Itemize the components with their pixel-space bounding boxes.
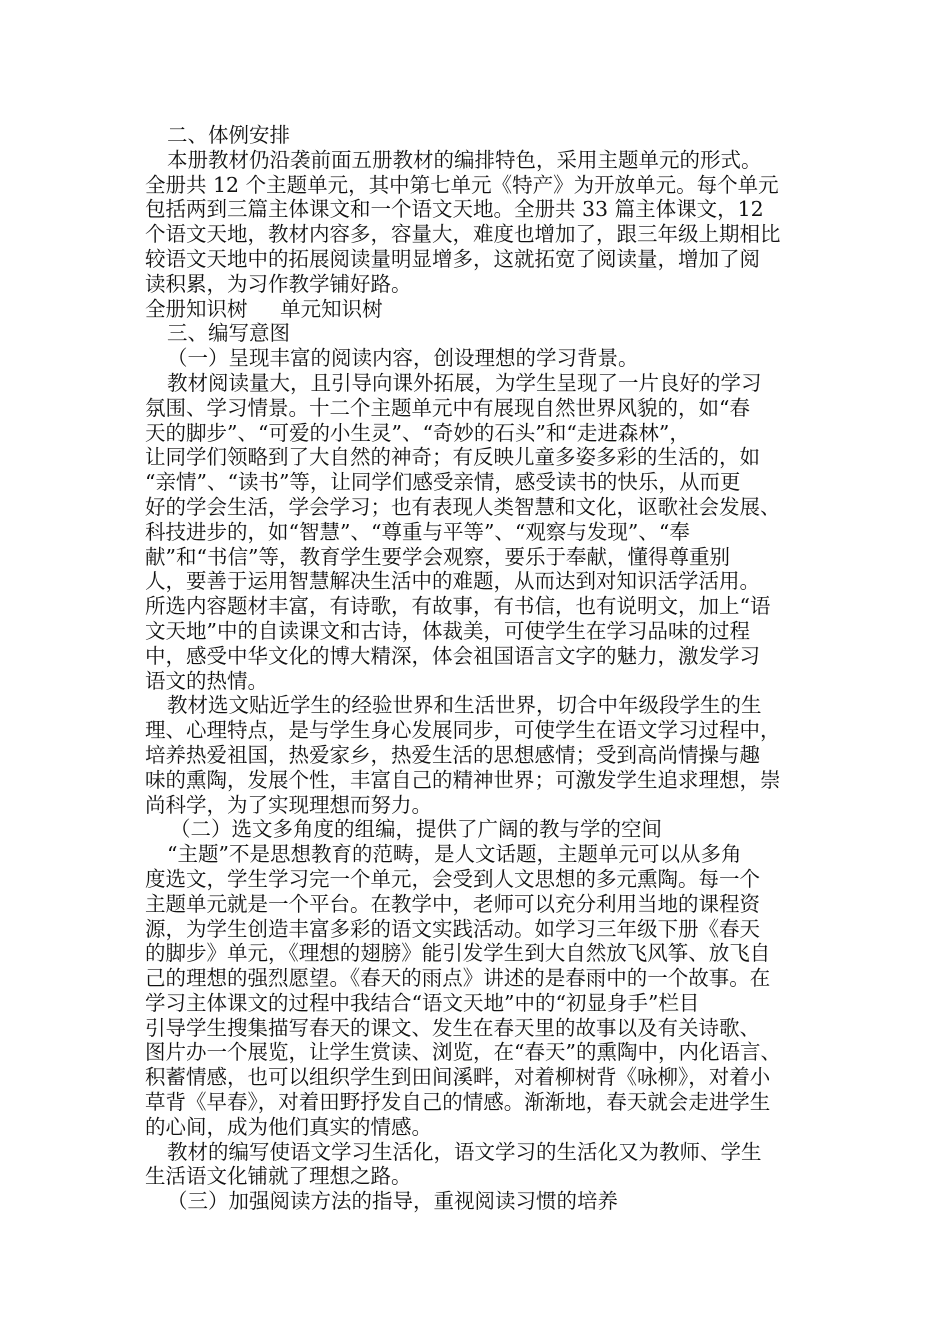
text-line: 的脚步》单元，《理想的翅膀》能引发学生到大自然放飞风筝、放飞自 bbox=[145, 941, 771, 966]
text-line: 人，要善于运用智慧解决生活中的难题，从而达到对知识活学活用。 bbox=[145, 569, 760, 594]
text-line: 较语文天地中的拓展阅读量明显增多，这就拓宽了阅读量，增加了阅 bbox=[145, 246, 760, 271]
text-line: 氛围、学习情景。十二个主题单元中有展现自然世界风貌的，如“春 bbox=[145, 395, 750, 420]
text-line: 主题单元就是一个平台。在教学中，老师可以充分利用当地的课程资 bbox=[145, 891, 760, 916]
text-line: 全册知识树 单元知识树 bbox=[145, 296, 383, 321]
text-line: 天的脚步”、“可爱的小生灵”、“奇妙的石头”和“走进森林”， bbox=[145, 420, 690, 445]
text-line: 度选文，学生学习完一个单元，会受到人文思想的多元熏陶。每一个 bbox=[145, 866, 760, 891]
text-line: 教材的编写使语文学习生活化，语文学习的生活化又为教师、学生 bbox=[167, 1139, 762, 1164]
text-line: 理、心理特点，是与学生身心发展同步，可使学生在语文学习过程中， bbox=[145, 718, 781, 743]
text-line: 个语文天地，教材内容多，容量大，难度也增加了，跟三年级上期相比 bbox=[145, 222, 781, 247]
text-line: 包括两到三篇主体课文和一个语文天地。全册共 33 篇主体课文，12 bbox=[145, 197, 764, 222]
text-line: （三）加强阅读方法的指导，重视阅读习惯的培养 bbox=[167, 1189, 618, 1214]
text-line: 中，感受中华文化的博大精深，体会祖国语言文字的魅力，激发学习 bbox=[145, 643, 760, 668]
text-line: 二、体例安排 bbox=[167, 123, 290, 147]
text-line: 好的学会生活，学会学习；也有表现人类智慧和文化，讴歌社会发展、 bbox=[145, 494, 781, 519]
text-line: “亲情”、“读书”等，让同学们感受亲情，感受读书的快乐，从而更 bbox=[145, 470, 741, 495]
text-line: （一）呈现丰富的阅读内容，创设理想的学习背景。 bbox=[167, 346, 639, 371]
text-line: 图片办一个展览，让学生赏读、浏览，在“春天”的熏陶中，内化语言、 bbox=[145, 1040, 781, 1065]
text-line: 尚科学，为了实现理想而努力。 bbox=[145, 792, 432, 817]
text-line: 本册教材仍沿袭前面五册教材的编排特色，采用主题单元的形式。 bbox=[167, 147, 762, 172]
text-line: 味的熏陶，发展个性，丰富自己的精神世界；可激发学生追求理想，崇 bbox=[145, 767, 781, 792]
text-line: “主题”不是思想教育的范畴，是人文话题，主题单元可以从多角 bbox=[167, 842, 742, 867]
text-line: 让同学们领略到了大自然的神奇；有反映儿童多姿多彩的生活的，如 bbox=[145, 445, 760, 470]
text-line: 源，为学生创造丰富多彩的语文实践活动。如学习三年级下册《春天 bbox=[145, 916, 760, 941]
text-line: 积蓄情感，也可以组织学生到田间溪畔，对着柳树背《咏柳》，对着小 bbox=[145, 1065, 771, 1090]
text-line: 读积累，为习作教学铺好路。 bbox=[145, 271, 412, 296]
text-line: 生活语文化铺就了理想之路。 bbox=[145, 1164, 412, 1189]
text-line: 语文的热情。 bbox=[145, 668, 268, 693]
text-line: 教材阅读量大，且引导向课外拓展，为学生呈现了一片良好的学习 bbox=[167, 370, 762, 395]
text-line: 的心间，成为他们真实的情感。 bbox=[145, 1114, 432, 1139]
text-line: 全册共 12 个主题单元，其中第七单元《特产》为开放单元。每个单元 bbox=[145, 172, 779, 197]
text-line: 引导学生搜集描写春天的课文、发生在春天里的故事以及有关诗歌、 bbox=[145, 1015, 760, 1040]
text-line: 教材选文贴近学生的经验世界和生活世界，切合中年级段学生的生 bbox=[167, 693, 762, 718]
text-line: 学习主体课文的过程中我结合“语文天地”中的“初显身手”栏目 bbox=[145, 990, 700, 1015]
text-line: 三、编写意图 bbox=[167, 321, 290, 346]
text-line: 献”和“书信”等，教育学生要学会观察，要乐于奉献，懂得尊重别 bbox=[145, 544, 730, 569]
text-line: （二）选文多角度的组编，提供了广阔的教与学的空间 bbox=[170, 817, 662, 842]
text-line: 所选内容题材丰富，有诗歌，有故事，有书信，也有说明文，加上“语 bbox=[145, 594, 771, 619]
text-line: 草背《早春》，对着田野抒发自己的情感。渐渐地，春天就会走进学生 bbox=[145, 1090, 771, 1115]
document-page bbox=[145, 123, 815, 1214]
text-line: 文天地”中的自读课文和古诗，体裁美，可使学生在学习品味的过程 bbox=[145, 618, 750, 643]
text-line: 科技进步的，如“智慧”、“尊重与平等”、“观察与发现”、“奉 bbox=[145, 519, 690, 544]
text-line: 培养热爱祖国，热爱家乡，热爱生活的思想感情；受到高尚情操与趣 bbox=[145, 742, 760, 767]
text-line: 己的理想的强烈愿望。《春天的雨点》讲述的是春雨中的一个故事。在 bbox=[145, 966, 771, 991]
